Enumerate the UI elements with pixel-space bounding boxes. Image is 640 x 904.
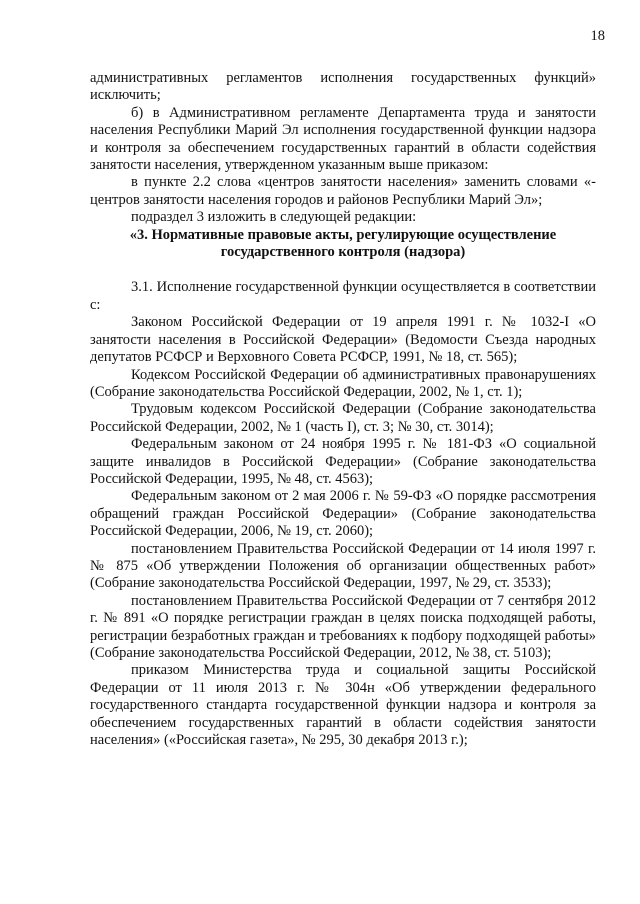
paragraph: 3.1. Исполнение государственной функции осуществляется в соответствии с:	[90, 279, 596, 313]
paragraph: в пункте 2.2 слова «центров занятости населения» заменить словами «- центров занятости населения городов и районов Республики Марий Эл»;	[90, 174, 596, 208]
paragraph: подраздел 3 изложить в следующей редакции:	[131, 209, 417, 226]
paragraph: б) в Административном регламенте Департамента труда и занятости населения Республики Марий Эл исполнения государственной функции надзора и контроля за обеспечением государственных гарантий в области содействия занятости населения, утвержденном указанным выше приказом:	[90, 104, 596, 174]
paragraph: Трудовым кодексом Российской Федерации (Собрание законодательства Российской Федерации, 2002, № 1 (часть I), ст. 3; № 30, ст. 3014);	[90, 401, 596, 435]
paragraph: административных регламентов исполнения государственных функций» исключить;	[90, 70, 596, 104]
paragraph: Кодексом Российской Федерации об административных правонарушениях (Собрание законодательства Российской Федерации, 2002, № 1, ст. 1);	[90, 366, 596, 400]
document-body	[90, 70, 596, 749]
paragraph: постановлением Правительства Российской Федерации от 14 июля 1997 г. № 875 «Об утверждении Положения об организации общественных работ» (Собрание законодательства Российской Федерации, 1997, № 29, ст. 3533);	[90, 540, 596, 592]
page-number: 18	[590, 28, 605, 44]
paragraph: постановлением Правительства Российской Федерации от 7 сентября 2012 г. № 891 «О порядке регистрации граждан в целях поиска подходящей работы, регистрации безработных граждан и требованиях к подбору подходящей работы» (Собрание законодательства Российской Федерации, 2012, № 38, ст. 5103);	[90, 592, 596, 661]
paragraph: Законом Российской Федерации от 19 апреля 1991 г. № 1032-I «О занятости населения в Российской Федерации» (Ведомости Съезда народных депутатов РСФСР и Верховного Совета РСФСР, 1991, № 18, ст. 565);	[90, 314, 596, 366]
section-heading: «3. Нормативные правовые акты, регулирующие осуществление государственного контроля (надзора)	[129, 226, 557, 261]
paragraph: Федеральным законом от 24 ноября 1995 г. № 181-ФЗ «О социальной защите инвалидов в Российской Федерации» (Собрание законодательства Российской Федерации, 1995, № 48, ст. 4563);	[90, 436, 596, 487]
paragraph: Федеральным законом от 2 мая 2006 г. № 59-ФЗ «О порядке рассмотрения обращений граждан Российской Федерации» (Собрание законодательства Российской Федерации, 2006, № 19, ст. 2060);	[90, 488, 596, 540]
paragraph: приказом Министерства труда и социальной защиты Российской Федерации от 11 июля 2013 г. № 304н «Об утверждении федерального государственного стандарта государственной функции надзора и контроля за обеспечением государственных гарантий в области содействия занятости населения» («Российская газета», № 295, 30 декабря 2013 г.);	[90, 662, 596, 749]
